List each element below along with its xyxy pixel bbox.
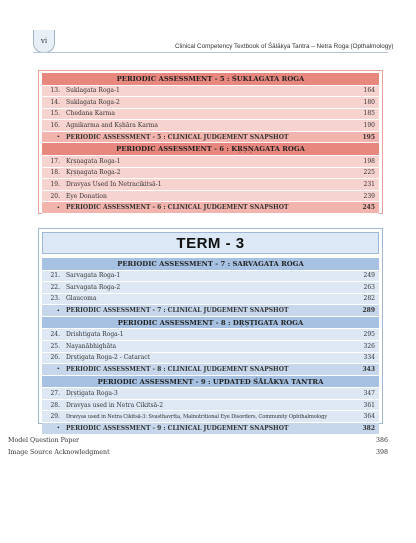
page-ref: 263 bbox=[363, 283, 375, 291]
bullet: • bbox=[56, 134, 60, 141]
chapter-number: 14. bbox=[50, 98, 60, 106]
chapter-title: Sarvagata Roga-1 bbox=[66, 272, 121, 280]
chapter-title: Dravyas used in Netra Cikitsā-3: Svasthavṛtta, Malnutritional Eye Disorders, Community Ophthalmology bbox=[66, 413, 328, 420]
section-heading: PERIODIC ASSESSMENT - 6 : KṚṢṆAGATA ROGA bbox=[42, 143, 379, 156]
chapter-number: 21. bbox=[50, 272, 60, 280]
bullet: • bbox=[56, 307, 60, 314]
toc-row[interactable] bbox=[42, 353, 379, 365]
chapter-title: Kṛṣṇagata Roga-2 bbox=[66, 169, 121, 177]
chapter-title: Nayanābhighāta bbox=[66, 342, 117, 350]
page-ref: 289 bbox=[362, 307, 375, 315]
chapter-number: 22. bbox=[50, 283, 60, 291]
page-ref: 326 bbox=[363, 342, 375, 350]
page-ref: 195 bbox=[362, 133, 375, 141]
term-heading: TERM - 3 bbox=[42, 232, 379, 254]
snapshot-row[interactable] bbox=[42, 423, 379, 435]
chapter-number: 27. bbox=[50, 390, 60, 398]
snapshot-row[interactable] bbox=[42, 132, 379, 144]
chapter-title: Dṛṣṭigata Roga-3 bbox=[66, 390, 118, 398]
page-ref: 343 bbox=[362, 365, 375, 373]
toc-row[interactable] bbox=[42, 168, 379, 180]
page-ref: 164 bbox=[363, 87, 375, 95]
page-ref: 398 bbox=[375, 449, 388, 456]
toc-row[interactable] bbox=[42, 120, 379, 132]
page-ref: 295 bbox=[363, 331, 375, 339]
toc-row[interactable] bbox=[42, 97, 379, 109]
bullet: • bbox=[56, 204, 60, 211]
page-ref: 282 bbox=[363, 295, 375, 303]
chapter-title: Eye Donation bbox=[66, 192, 107, 200]
toc-row[interactable] bbox=[42, 282, 379, 294]
page-number: vi bbox=[40, 37, 48, 45]
page-ref: 198 bbox=[363, 157, 375, 165]
chapter-number: 20. bbox=[50, 192, 60, 200]
chapter-number: 26. bbox=[50, 354, 60, 362]
chapter-title: Dravyas used in Netra Cikitsā-2 bbox=[66, 401, 164, 409]
toc-row[interactable] bbox=[42, 294, 379, 306]
snapshot-row[interactable] bbox=[42, 305, 379, 317]
snapshot-row[interactable] bbox=[42, 364, 379, 376]
toc-row[interactable] bbox=[42, 388, 379, 400]
chapter-number: 16. bbox=[50, 122, 60, 130]
toc-row[interactable] bbox=[42, 109, 379, 121]
chapter-number: 25. bbox=[50, 342, 60, 350]
chapter-title: Sarvagata Roga-2 bbox=[66, 283, 121, 291]
chapter-title: Drishtigata Roga-1 bbox=[66, 331, 124, 339]
page-ref: 347 bbox=[363, 390, 375, 398]
toc-row[interactable] bbox=[42, 271, 379, 283]
section-heading: PERIODIC ASSESSMENT - 8 : DṚṢṬIGATA ROGA bbox=[42, 317, 379, 330]
toc-row[interactable] bbox=[42, 341, 379, 353]
entry-title: Model Question Paper bbox=[8, 437, 80, 444]
blue-contents-table bbox=[42, 258, 379, 435]
page-number-badge bbox=[33, 30, 55, 53]
chapter-number: 17. bbox=[50, 157, 60, 165]
chapter-title: Agnikarma and Kṣhāra Karma bbox=[66, 122, 158, 130]
page-ref: 225 bbox=[363, 169, 375, 177]
toc-row[interactable] bbox=[42, 86, 379, 98]
toc-entry-model-question-paper[interactable] bbox=[8, 437, 388, 444]
page-ref: 180 bbox=[363, 98, 375, 106]
chapter-number: 24. bbox=[50, 331, 60, 339]
toc-entry-image-source[interactable] bbox=[8, 449, 388, 456]
snapshot-title: PERIODIC ASSESSMENT - 5 : CLINICAL JUDGEMENT SNAPSHOT bbox=[66, 133, 289, 141]
red-contents-table bbox=[42, 73, 379, 214]
snapshot-title: PERIODIC ASSESSMENT - 9 : CLINICAL JUDGEMENT SNAPSHOT bbox=[66, 424, 289, 432]
toc-row[interactable] bbox=[42, 179, 379, 191]
chapter-title: Dravyas Used In Netracikitsā-1 bbox=[66, 180, 162, 188]
page-ref: 364 bbox=[363, 413, 375, 421]
snapshot-title: PERIODIC ASSESSMENT - 8 : CLINICAL JUDGEMENT SNAPSHOT bbox=[66, 365, 289, 373]
running-header-title: Clinical Competency Textbook of Śālākya Tantra – Netra Roga (Opthalmology) bbox=[175, 43, 394, 50]
toc-row[interactable] bbox=[42, 191, 379, 203]
toc-row[interactable] bbox=[42, 411, 379, 423]
page-ref: 245 bbox=[362, 204, 375, 212]
chapter-title: Chedana Karma bbox=[66, 110, 115, 118]
bullet: • bbox=[56, 366, 60, 373]
bullet: • bbox=[56, 425, 60, 432]
section-heading: PERIODIC ASSESSMENT - 5 : ŚUKLAGATA ROGA bbox=[42, 73, 379, 86]
chapter-number: 23. bbox=[50, 295, 60, 303]
snapshot-title: PERIODIC ASSESSMENT - 6 : CLINICAL JUDGEMENT SNAPSHOT bbox=[66, 204, 289, 212]
toc-row[interactable] bbox=[42, 156, 379, 168]
chapter-title: Dṛṣṭigata Roga-2 - Cataract bbox=[66, 354, 151, 362]
page-ref: 361 bbox=[363, 401, 375, 409]
chapter-title: Śuklagata Roga-1 bbox=[66, 87, 120, 95]
header-rule bbox=[33, 52, 388, 53]
section-heading: PERIODIC ASSESSMENT - 9 : UPDATED ŚĀLĀKYA TANTRA bbox=[42, 376, 379, 389]
page-ref: 231 bbox=[363, 180, 375, 188]
chapter-number: 19. bbox=[50, 180, 60, 188]
page-ref: 249 bbox=[363, 272, 375, 280]
chapter-title: Śuklagata Roga-2 bbox=[66, 98, 120, 106]
toc-row[interactable] bbox=[42, 400, 379, 412]
chapter-number: 13. bbox=[50, 87, 60, 95]
page-ref: 382 bbox=[362, 424, 375, 432]
chapter-number: 18. bbox=[50, 169, 60, 177]
snapshot-title: PERIODIC ASSESSMENT - 7 : CLINICAL JUDGEMENT SNAPSHOT bbox=[66, 307, 289, 315]
page-ref: 386 bbox=[375, 437, 388, 444]
chapter-number: 29. bbox=[50, 413, 60, 421]
page-ref: 185 bbox=[363, 110, 375, 118]
toc-row[interactable] bbox=[42, 329, 379, 341]
page-ref: 334 bbox=[363, 354, 375, 362]
page-ref: 190 bbox=[363, 122, 375, 130]
chapter-title: Kṛṣṇagata Roga-1 bbox=[66, 157, 121, 165]
chapter-title: Glaucoma bbox=[66, 295, 97, 303]
entry-title: Image Source Acknowledgment bbox=[8, 449, 110, 456]
chapter-number: 28. bbox=[50, 401, 60, 409]
chapter-number: 15. bbox=[50, 110, 60, 118]
section-heading: PERIODIC ASSESSMENT - 7 : SARVAGATA ROGA bbox=[42, 258, 379, 271]
page-ref: 239 bbox=[363, 192, 375, 200]
snapshot-row[interactable] bbox=[42, 202, 379, 214]
